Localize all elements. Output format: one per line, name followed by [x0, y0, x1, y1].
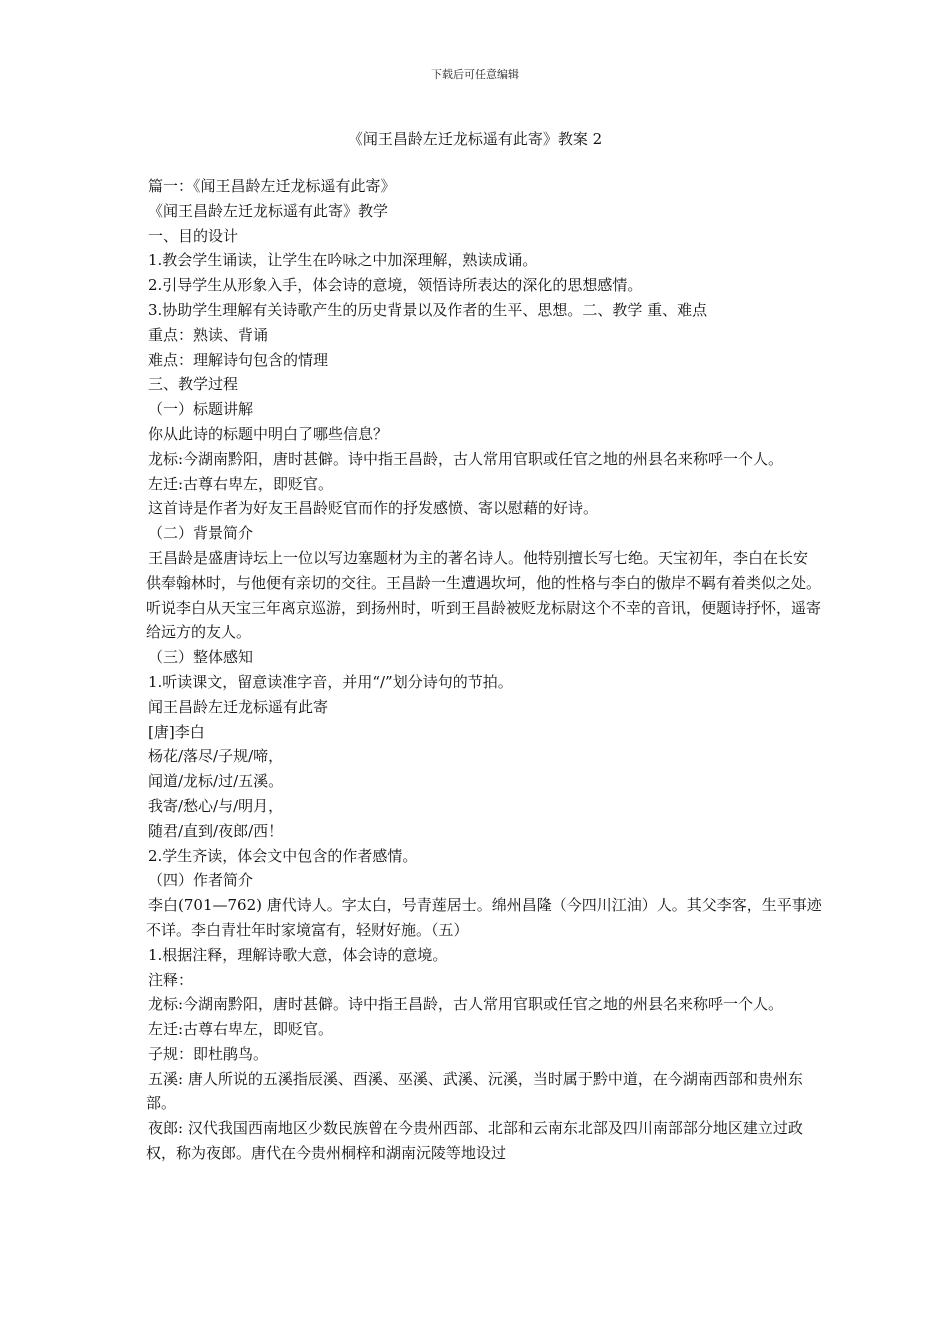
body-paragraph: （四）作者简介: [148, 871, 254, 890]
body-paragraph: 左迁:古尊右卑左，即贬官。: [148, 1020, 334, 1039]
body-paragraph: 闻王昌龄左迁龙标遥有此寄: [148, 697, 329, 716]
body-paragraph: 难点：理解诗句包含的情理: [148, 350, 329, 369]
body-paragraph: 三、教学过程: [148, 375, 239, 394]
body-paragraph: 2.学生齐读，体会文中包含的作者感情。: [148, 846, 418, 865]
body-paragraph: 重点：熟读、背诵: [148, 325, 269, 344]
body-paragraph: （一）标题讲解: [148, 400, 254, 419]
body-paragraph: （三）整体感知: [148, 648, 254, 667]
header-note: 下载后可任意编辑: [431, 68, 519, 81]
body-paragraph: 一、目的设计: [148, 226, 239, 245]
body-paragraph: 龙标:今湖南黔阳，唐时甚僻。诗中指王昌龄，古人常用官职或任官之地的州县名来称呼一个人。: [148, 995, 784, 1014]
body-paragraph: 我寄/愁心/与/明月，: [148, 796, 284, 815]
body-paragraph: 随君/直到/夜郎/西！: [148, 821, 284, 840]
document-body: [146, 174, 822, 1166]
document-title: 《闻王昌龄左迁龙标遥有此寄》教案 2: [347, 130, 603, 148]
body-paragraph: 这首诗是作者为好友王昌龄贬官而作的抒发感愤、寄以慰藉的好诗。: [148, 499, 599, 518]
body-paragraph: 左迁:古尊右卑左，即贬官。: [148, 474, 334, 493]
body-paragraph: 子规：即杜鹃鸟。: [148, 1044, 269, 1063]
body-paragraph: 五溪: 唐人所说的五溪指辰溪、酉溪、巫溪、武溪、沅溪，当时属于黔中道，在今湖南西部和贵州东部。: [146, 1069, 803, 1113]
body-paragraph: 1.根据注释，理解诗歌大意，体会诗的意境。: [148, 945, 448, 964]
body-paragraph: 龙标:今湖南黔阳，唐时甚僻。诗中指王昌龄，古人常用官职或任官之地的州县名来称呼一个人。: [148, 449, 784, 468]
body-paragraph: （二）背景简介: [148, 524, 254, 543]
body-paragraph: 《闻王昌龄左迁龙标遥有此寄》教学: [148, 201, 389, 220]
body-paragraph: 王昌龄是盛唐诗坛上一位以写边塞题材为主的著名诗人。他特别擅长写七绝。天宝初年，李白在长安供奉翰林时，与他便有亲切的交往。王昌龄一生遭遇坎坷，他的性格与李白的傲岸不羁有着类似之处。听说李白从天宝三年离京巡游，到扬州时，听到王昌龄被贬龙标尉这个不幸的音讯，便题诗抒怀，遥寄给远方的友人。: [146, 548, 822, 642]
body-paragraph: 1.教会学生诵读，让学生在吟咏之中加深理解，熟读成诵。: [148, 251, 538, 270]
body-paragraph: 夜郎: 汉代我国西南地区少数民族曾在今贵州西部、北部和云南东北部及四川南部部分地区建立过政权，称为夜郎。唐代在今贵州桐梓和湖南沅陵等地设过: [146, 1119, 803, 1163]
body-paragraph: 杨花/落尽/子规/啼，: [148, 747, 284, 766]
body-paragraph: 篇一：《闻王昌龄左迁龙标遥有此寄》: [148, 177, 396, 195]
body-paragraph: 2.引导学生从形象入手，体会诗的意境，领悟诗所表达的深化的思想感情。: [148, 276, 643, 295]
body-paragraph: [唐]李白: [148, 722, 205, 741]
body-paragraph: 1.听读课文，留意读准字音，并用“/”划分诗句的节拍。: [148, 672, 513, 691]
body-paragraph: 闻道/龙标/过/五溪。: [148, 772, 284, 791]
body-paragraph: 注释：: [148, 970, 194, 989]
body-paragraph: 李白(701—762) 唐代诗人。字太白，号青莲居士。绵州昌隆（今四川江油）人。其父李客，生平事迹不详。李白青壮年时家境富有，轻财好施。（五）: [146, 896, 822, 939]
body-paragraph: 3.协助学生理解有关诗歌产生的历史背景以及作者的生平、思想。二、教学 重、难点: [148, 300, 708, 319]
body-paragraph: 你从此诗的标题中明白了哪些信息？: [148, 424, 389, 443]
